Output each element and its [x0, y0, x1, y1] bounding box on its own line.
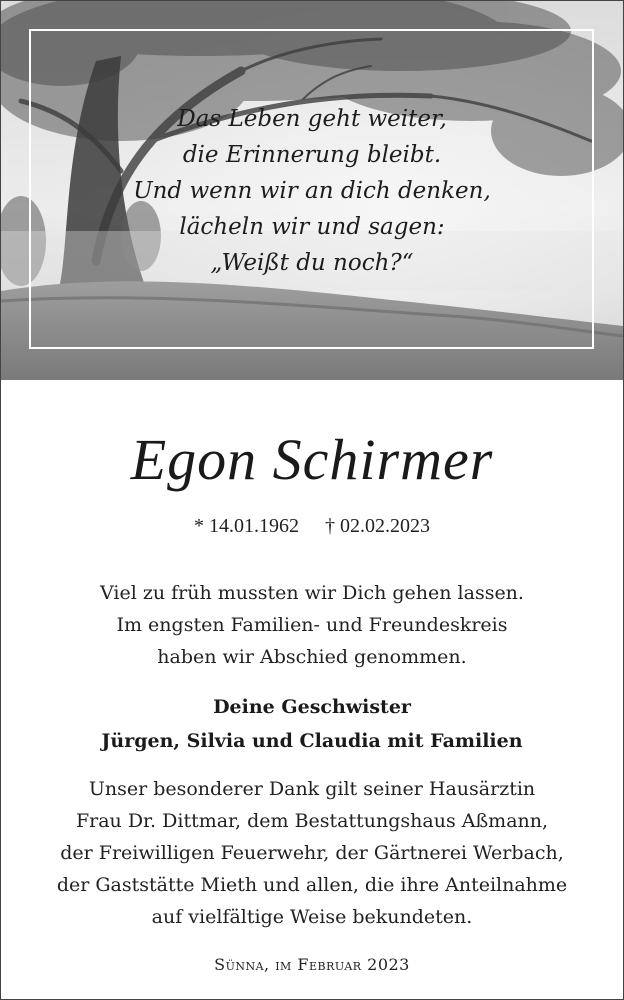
- thanks-line: Unser besonderer Dank gilt seiner Hausärztin: [88, 778, 536, 800]
- death-date: † 02.02.2023: [325, 515, 430, 537]
- life-dates: [1, 512, 623, 540]
- memorial-quote: [1, 101, 623, 281]
- thanks-line: der Gaststätte Mieth und allen, die ihre Anteilnahme: [56, 874, 568, 896]
- quote-line: Und wenn wir an dich denken,: [133, 178, 491, 204]
- place-and-date: Sünna, im Februar 2023: [214, 955, 410, 974]
- quote-line: Das Leben geht weiter,: [177, 106, 447, 132]
- quote-line: „Weißt du noch?“: [210, 250, 414, 276]
- birth-date: * 14.01.1962: [194, 515, 299, 537]
- mourners: [1, 690, 623, 758]
- quote-line: lächeln wir und sagen:: [179, 214, 445, 240]
- thanks-line: Frau Dr. Dittmar, dem Bestattungshaus Aßmann,: [75, 810, 549, 832]
- farewell-message: [1, 577, 623, 673]
- message-line: haben wir Abschied genommen.: [157, 646, 467, 668]
- message-line: Im engsten Familien- und Freundeskreis: [116, 614, 508, 636]
- mourners-line: Jürgen, Silvia und Claudia mit Familien: [101, 730, 523, 752]
- message-line: Viel zu früh mussten wir Dich gehen lassen.: [100, 582, 524, 604]
- thanks-line: der Freiwilligen Feuerwehr, der Gärtnerei Werbach,: [60, 842, 564, 864]
- deceased-name: Egon Schirmer: [130, 427, 494, 492]
- mourners-line: Deine Geschwister: [213, 696, 411, 718]
- quote-line: die Erinnerung bleibt.: [182, 142, 442, 168]
- thanks-message: [1, 773, 623, 933]
- foggy-tree-photo: [1, 1, 623, 380]
- thanks-line: auf vielfältige Weise bekundeten.: [151, 906, 473, 928]
